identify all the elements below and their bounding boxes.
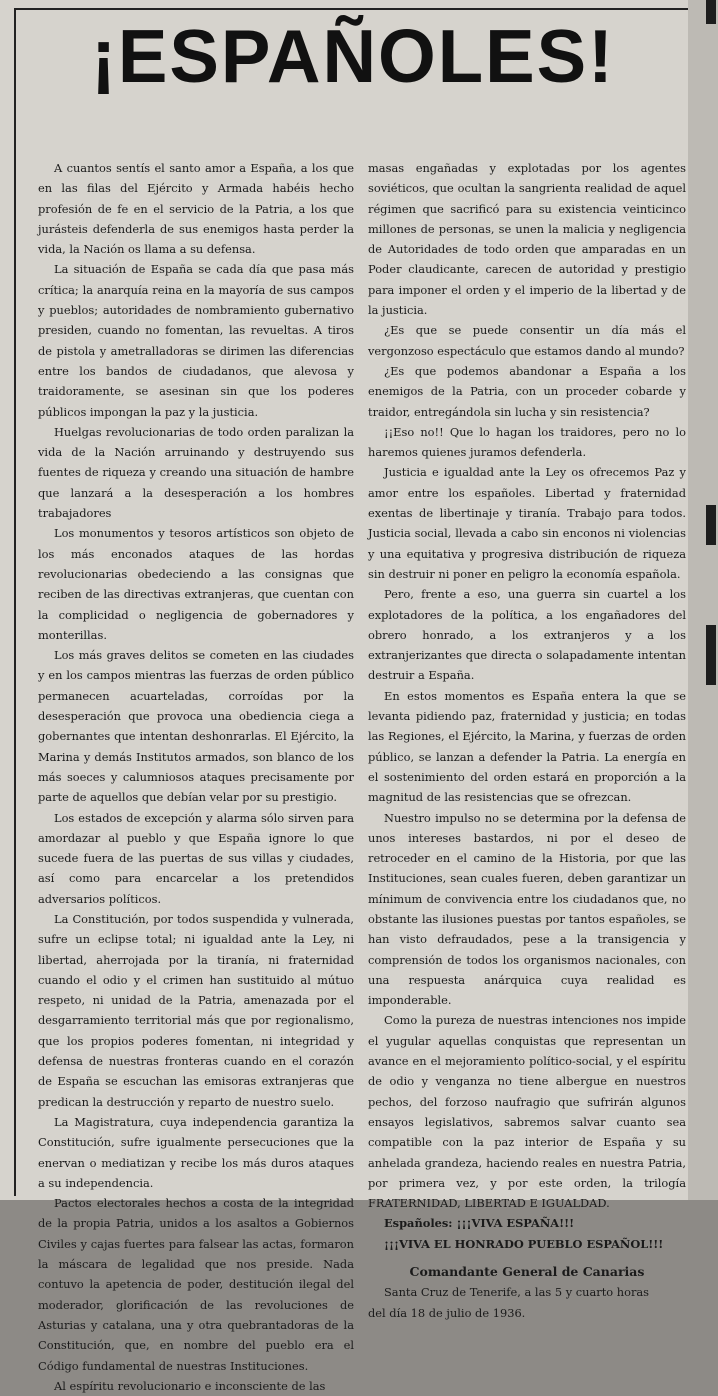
viva-pueblo-line: ¡¡¡VIVA EL HONRADO PUEBLO ESPAÑOL!!! — [384, 1236, 664, 1251]
place-line: Santa Cruz de Tenerife, a las 5 y cuarto horas — [384, 1285, 650, 1300]
right-paragraph: ¿Es que podemos abandonar a España a los enemigos de la Patria, con un proceder cobarde y traidor, entregándola sin lucha y sin resistencia? — [368, 363, 686, 419]
left-paragraph: La situación de España se cada día que pasa más crítica; la anarquía reina en la mayoría de sus campos y pueblos; autoridades de nombramiento gubernativo presiden, cuando no fomentan, las revueltas. A tiros de pistola y ametralladoras se dirimen las diferencias entre los bandos de ciudadanos, que alevosa y traidoramente, se asesinan sin que los poderes públicos impongan la paz y la justicia. — [38, 262, 354, 419]
right-paragraph: En estos momentos es España entera la que se levanta pidiendo paz, fraternidad y justicia; en todas las Regiones, el Ejército, la Marina, y fuerzas de orden público, se lanzan a defender la Patria. La energía en el sostenimiento del orden estará en proporción a la magnitud de las resistencias que se ofrezcan. — [368, 688, 686, 805]
left-column — [38, 158, 354, 1396]
right-paragraph: ¿Es que se puede consentir un día más el vergonzoso espectáculo que estamos dando al mundo? — [368, 323, 686, 358]
adjacent-page-edge — [688, 0, 718, 1200]
left-paragraph: La Constitución, por todos suspendida y vulnerada, sufre un eclipse total; ni igualdad ante la Ley, ni libertad, aherrojada por la tiranía, ni fraternidad cuando el odio y el crimen han sustituido al mútuo respeto, ni unidad de la Patria, amenazada por el desgarramiento territorial más que por regionalismo, que los propios poderes fomentan, ni integridad y defensa de nuestras fronteras cuando en el corazón de España se escuchan las emisoras extranjeras que predican la destrucción y reparto de nuestro suelo. — [38, 911, 354, 1109]
left-paragraph: Los más graves delitos se cometen en las ciudades y en los campos mientras las fuerzas de orden público permanecen acuarteladas, corroídas por la desesperación que provoca una obediencia ciega a gobernantes que intentan deshonrarlas. El Ejército, la Marina y demás Institutos armados, son blanco de los más soeces y calumniosos ataques precisamente por parte de aquellos que debían velar por su prestigio. — [38, 648, 354, 805]
signature: Comandante General de Canarias — [409, 1264, 645, 1280]
edge-bar — [706, 0, 716, 24]
date-line: del día 18 de julio de 1936. — [368, 1305, 526, 1320]
right-paragraph: ¡¡Eso no!! Que lo hagan los traidores, pero no lo haremos quienes juramos defenderla. — [368, 424, 686, 460]
left-paragraph: Pactos electorales hechos a costa de la integridad de la propia Patria, unidos a los asaltos a Gobiernos Civiles y cajas fuertes para falsear las actas, formaron la máscara de legalidad que nos preside. Nada contuvo la apetencia de poder, destitución ilegal del moderador, glorificación de las revoluciones de Asturias y catalana, una y otra quebrantadoras de la Constitución, que, en nombre del pueblo era el Código fundamental de nuestras Instituciones. — [38, 1196, 354, 1373]
right-paragraph: Nuestro impulso no se determina por la defensa de unos intereses bastardos, ni por el deseo de retroceder en el camino de la Historia, por que las Instituciones, sean cuales fueren, deben garantizar un mínimum de convivencia entre los ciudadanos que, no obstante las ilusiones puestas por tantos españoles, se han visto defraudados, pese a la transigencia y comprensión de todos los organismos nacionales, con una respuesta anárquica cuya realidad es imponderable. — [368, 810, 686, 1008]
right-column — [368, 158, 686, 1323]
left-paragraph: Los monumentos y tesoros artísticos son objeto de los más enconados ataques de las hordas revolucionarias obedeciendo a las consignas que reciben de las directivas extranjeras, que cuentan con la complicidad o negligencia de gobernadores y monterillas. — [38, 526, 354, 642]
right-paragraph: Justicia e igualdad ante la Ley os ofrecemos Paz y amor entre los españoles. Libertad y fraternidad exentas de libertinaje y tiranía. Trabajo para todos. Justicia social, llevada a cabo sin enconos ni violencias y una equitativa y progresiva distribución de riqueza sin destruir ni poner en peligro la economía española. — [368, 465, 686, 581]
left-paragraph: A cuantos sentís el santo amor a España, a los que en las filas del Ejército y Armada habéis hecho profesión de fe en el servicio de la Patria, a los que jurásteis defenderla de sus enemigos hasta perder la vida, la Nación os llama a su defensa. — [38, 161, 354, 257]
edge-bar — [706, 505, 716, 545]
left-paragraph: Los estados de excepción y alarma sólo sirven para amordazar al pueblo y que España ignore lo que sucede fuera de las puertas de sus villas y ciudades, así como para encarcelar a los pretendidos adversarios políticos. — [38, 810, 354, 906]
headline: ¡ESPAÑOLES! — [91, 14, 615, 98]
right-paragraph: Como la pureza de nuestras intenciones nos impide el yugular aquellas conquistas que representan un avance en el mejoramiento político-social, y el espíritu de odio y venganza no tiene albergue en nuestros pechos, del forzoso naufragio que sufrirán algunos ensayos legislativos, sabremos salvar cuanto sea compatible con la paz interior de España y su anhelada grandeza, haciendo reales en nuestra Patria, por primera vez, y por este orden, la trilogía FRATERNIDAD, LIBERTAD E IGUALDAD. — [368, 1013, 686, 1211]
left-paragraph: Huelgas revolucionarias de todo orden paralizan la vida de la Nación arruinando y destruyendo sus fuentes de riqueza y creando una situación de hambre que lanzará a la desesperación a los hombres trabajadores — [38, 424, 354, 521]
viva-espana-line: Españoles: ¡¡¡VIVA ESPAÑA!!! — [384, 1216, 575, 1231]
left-paragraph: Al espíritu revolucionario e inconsciente de las — [54, 1378, 326, 1393]
left-paragraph: La Magistratura, cuya independencia garantiza la Constitución, sufre igualmente persecuciones que la enervan o mediatizan y recibe los más duros ataques a su independencia. — [38, 1114, 354, 1190]
edge-bar — [706, 625, 716, 685]
right-paragraph: Pero, frente a eso, una guerra sin cuartel a los explotadores de la política, a los engañadores del obrero honrado, a los extranjeros y a los extranjerizantes que directa o solapadamente intentan destruir a España. — [368, 587, 686, 683]
right-paragraph: masas engañadas y explotadas por los agentes soviéticos, que ocultan la sangrienta realidad de aquel régimen que sacrificó para su existencia veinticinco millones de personas, se unen la malicia y negligencia de Autoridades de todo orden que amparadas en un Poder claudicante, carecen de autoridad y prestigio para imponer el orden y el imperio de la libertad y de la justicia. — [368, 161, 686, 318]
